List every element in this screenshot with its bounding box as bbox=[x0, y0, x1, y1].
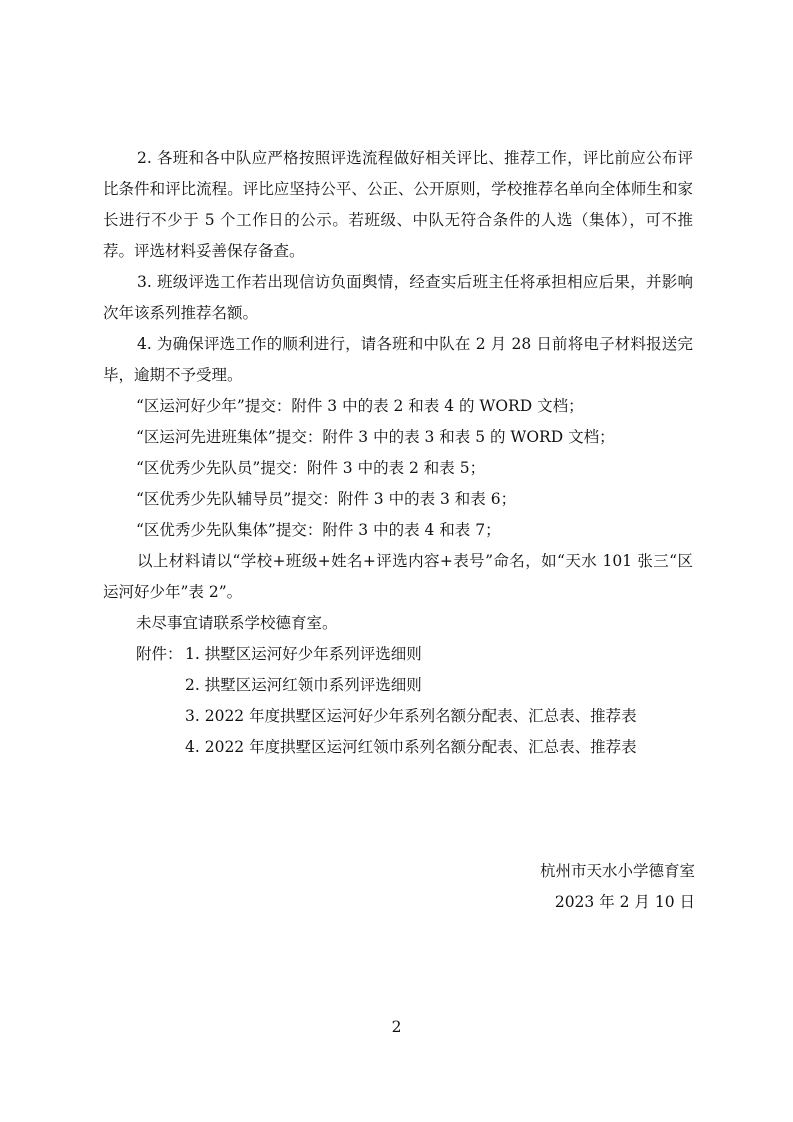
signature-org: 杭州市天水小学德育室 bbox=[539, 862, 695, 880]
attachment-item-4: 4. 2022 年度拱墅区运河红领巾系列名额分配表、汇总表、推荐表 bbox=[185, 738, 637, 756]
attachment-label: 附件： bbox=[136, 645, 183, 663]
page-number: 2 bbox=[391, 1018, 402, 1036]
submission-line-4: “区优秀少先队辅导员”提交：附件 3 中的表 3 和表 6； bbox=[136, 490, 517, 508]
paragraph-2: 2. 各班和各中队应严格按照评选流程做好相关评比、推荐工作，评比前应公布评比条件和评比流程。评比应坚持公平、公正、公开原则，学校推荐名单向全体师生和家长进行不少于 5 个工作日的公示。若班级、中队无符合条件的人选（集体），可不推荐。评选材料妥善保存备查。 bbox=[103, 149, 693, 260]
paragraph-3: 3. 班级评选工作若出现信访负面舆情，经查实后班主任将承担相应后果，并影响次年该系列推荐名额。 bbox=[103, 273, 693, 322]
submission-line-2: “区运河先进班集体”提交：附件 3 中的表 3 和表 5 的 WORD 文档； bbox=[136, 428, 615, 446]
paragraph-4: 4. 为确保评选工作的顺利进行，请各班和中队在 2 月 28 日前将电子材料报送完毕，逾期不予受理。 bbox=[103, 335, 693, 384]
attachment-item-2: 2. 拱墅区运河红领巾系列评选细则 bbox=[185, 676, 422, 694]
naming-rule: 以上材料请以“学校+班级+姓名+评选内容+表号”命名，如“天水 101 张三“区运河好少年”表 2”。 bbox=[103, 552, 693, 601]
attachment-item-3: 3. 2022 年度拱墅区运河好少年系列名额分配表、汇总表、推荐表 bbox=[185, 707, 637, 725]
submission-line-5: “区优秀少先队集体”提交：附件 3 中的表 4 和表 7； bbox=[136, 521, 501, 539]
submission-line-3: “区优秀少先队员”提交：附件 3 中的表 2 和表 5； bbox=[136, 459, 486, 477]
contact-note: 未尽事宜请联系学校德育室。 bbox=[136, 614, 338, 632]
submission-line-1: “区运河好少年”提交：附件 3 中的表 2 和表 4 的 WORD 文档； bbox=[136, 397, 584, 415]
attachment-item-1: 1. 拱墅区运河好少年系列评选细则 bbox=[185, 645, 422, 663]
signature-date: 2023 年 2 月 10 日 bbox=[554, 893, 695, 911]
